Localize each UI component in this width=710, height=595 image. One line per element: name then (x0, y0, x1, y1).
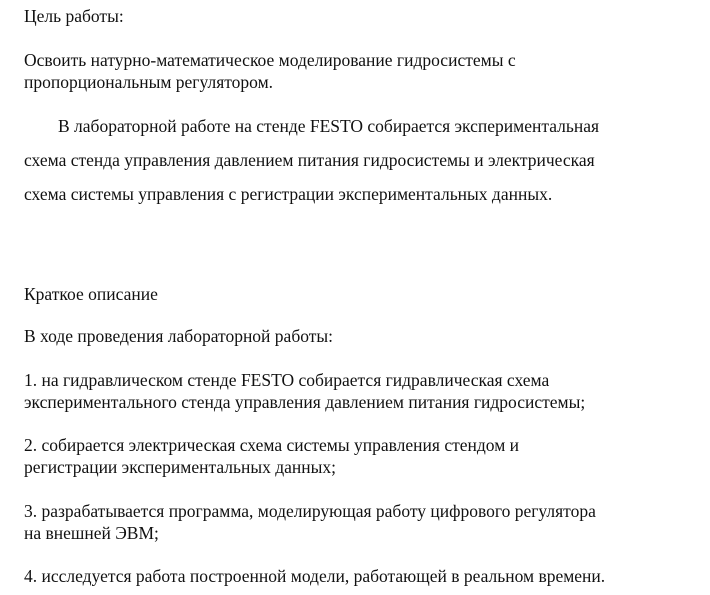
summary-item-4-line-1: 4. исследуется работа построенной модели, работающей в реальном времени. (24, 566, 606, 586)
summary-item-2-line-1: 2. собирается электрическая схема системы управления стендом и (24, 435, 520, 455)
summary-item-2-line-2: регистрации экспериментальных данных; (24, 457, 336, 477)
summary-item-3-line-1: 3. разрабатывается программа, моделирующая работу цифрового регулятора (24, 501, 596, 521)
goal-statement-line-2: пропорциональным регулятором. (24, 72, 274, 92)
goal-paragraph-line-3: схема системы управления с регистрации экспериментальных данных. (24, 184, 553, 204)
summary-heading: Краткое описание (24, 284, 158, 304)
goal-paragraph-line-2: схема стенда управления давлением питания гидросистемы и электрическая (24, 150, 595, 170)
summary-item-1-line-1: 1. на гидравлическом стенде FESTO собирается гидравлическая схема (24, 370, 550, 390)
summary-item-1-line-2: экспериментального стенда управления давлением питания гидросистемы; (24, 392, 586, 412)
summary-item-3-line-2: на внешней ЭВМ; (24, 523, 159, 543)
goal-statement-line-1: Освоить натурно-математическое моделирование гидросистемы с (24, 50, 516, 70)
summary-intro: В ходе проведения лабораторной работы: (24, 326, 334, 346)
goal-paragraph-line-1: В лабораторной работе на стенде FESTO собирается экспериментальная (58, 116, 600, 136)
goal-heading: Цель работы: (24, 6, 124, 26)
